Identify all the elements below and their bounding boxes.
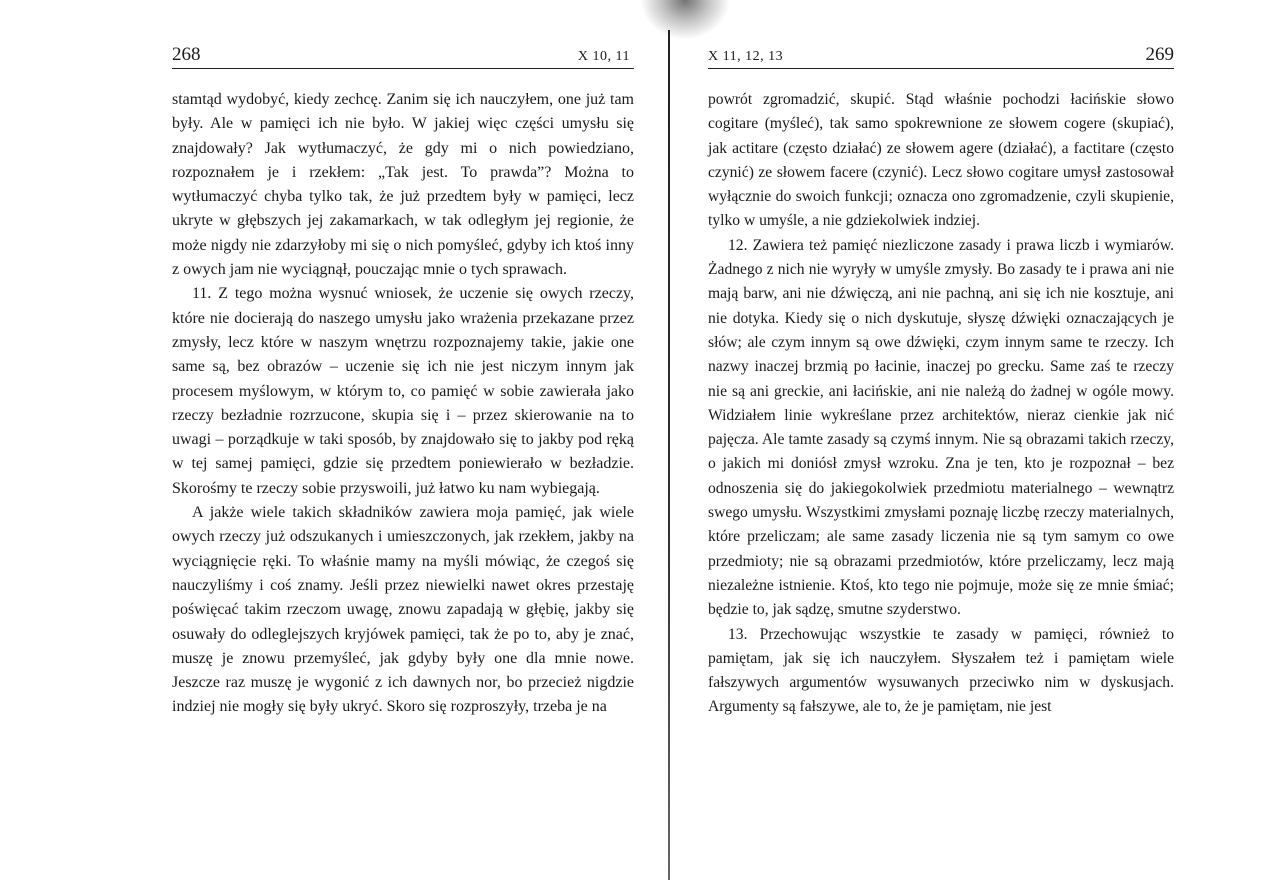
right-running-head: X 11, 12, 13 — [708, 49, 784, 64]
paragraph: 13. Przechowując wszystkie te zasady w pamięci, również to pamiętam, jak się ich nauczyłem. Słyszałem też i pamiętam wiele fałszywych argumentów wysuwanych przeciwko nim w dyskusjach. Argumenty są fałszywe, ale to, że je pamiętam, nie jest — [708, 625, 1174, 716]
right-page-header — [708, 44, 1174, 69]
right-page-number: 269 — [1145, 44, 1174, 65]
left-page-text — [172, 88, 634, 720]
left-page-number: 268 — [172, 44, 201, 65]
paragraph: 12. Zawiera też pamięć niezliczone zasady i prawa liczb i wymiarów. Żadnego z nich nie wyryły w umyśle zmysły. Bo zasady te i prawa ani nie mają barw, ani nie dźwięczą, ani nie pachną, ani się ich nie kosztuje, ani nie dotyka. Kiedy się o nich dyskutuje, słyszę dźwięki oznaczających je słów; ale czym innym są owe dźwięki, czym innym same te rzeczy. Ich nazwy inaczej brzmią po łacinie, inaczej po grecku. Same zaś te rzeczy nie są ani greckie, ani łacińskie, ani nie należą do żadnej w ogóle mowy. Widziałem linie wykreślane przez architektów, nieraz cienkie jak nić pajęcza. Ale tamte zasady są czymś innym. Nie są obrazami takich rzeczy, o jakich mi doniósł zmysł wzroku. Zna je ten, kto je rozpoznał – bez odnoszenia się do jakiegokolwiek przedmiotu materialnego – wewnątrz swego umysłu. Wszystkimi zmysłami poznaję liczbę rzeczy materialnych, które przeliczam; ale same zasady liczenia nie są tym samym co owe przedmioty; nie są obrazami przedmiotów, które przeliczamy, lecz mają niezależne istnienie. Ktoś, kto tego nie pojmuje, może się ze mnie śmiać; będzie to, jak sądzę, smutne szyderstwo. — [708, 236, 1174, 619]
paragraph: A jakże wiele takich składników zawiera moja pamięć, jak wiele owych rzeczy już odszukanych i umieszczonych, jak rzekłem, jakby na wyciągnięcie ręki. To właśnie mamy na myśli mówiąc, że czegoś się nauczyliśmy i coś znamy. Jeśli przez niewielki nawet okres przestaję poświęcać takim rzeczom uwagę, znowu zapadają w głębię, jakby się osuwały do odleglejszych kryjówek pamięci, tak że po to, aby je znać, muszę je znowu przemyśleć, jak gdyby były one dla mnie nowe. Jeszcze raz muszę je wygonić z ich dawnych nor, bo przecież nigdzie indziej nie mogły się były ukryć. Skoro się rozproszyły, trzeba je na — [172, 504, 634, 716]
paragraph: stamtąd wydobyć, kiedy zechcę. Zanim się ich nauczyłem, one już tam były. Ale w pamięci ich nie było. W jakiej więc części umysłu się znajdowały? Jak wytłumaczyć, że gdy mi o nich powiedziano, rozpoznałem je i rzekłem: „Tak jest. To prawda”? Można to wytłumaczyć chyba tylko tak, że już przedtem były w pamięci, lecz ukryte w głębszych jej zakamarkach, w tak odległym jej regionie, że może nigdy nie zdarzyłoby mi się o nich pomyśleć, gdyby ich ktoś inny z owych jam nie wyciągnął, pouczając mnie o tych sprawach. — [172, 91, 634, 279]
right-page — [708, 0, 1174, 894]
left-running-head: X 10, 11 — [577, 49, 630, 64]
paragraph: 11. Z tego można wysnuć wniosek, że uczenie się owych rzeczy, które nie docierają do naszego umysłu jako wrażenia przekazane przez zmysły, lecz które w naszym wnętrzu rozpoznajemy takie, jakie one same są, bez obrazów – uczenie się ich nie jest niczym innym jak procesem myślowym, w którym to, co pamięć w sobie zawierała jako rzeczy bezładnie rozrzucone, skupia się i – przez skierowanie na to uwagi – porządkuje w taki sposób, by znajdowało się to jakby pod ręką w tej samej pamięci, gdzie się przedtem poniewierało w bezładzie. Skorośmy te rzeczy sobie przyswoili, już łatwo ku nam wybiegają. — [172, 285, 634, 497]
left-page-header — [172, 44, 634, 69]
left-page — [172, 0, 634, 894]
paragraph: powrót zgromadzić, skupić. Stąd właśnie pochodzi łacińskie słowo cogitare (myśleć), tak samo spokrewnione ze słowem cogere (skupiać), jak actitare (często działać) ze słowem agere (działać), a factitare (często czynić) ze słowem facere (czynić). Lecz słowo cogitare umysł zastosował wyłącznie do swoich funkcji; oznacza ono zgromadzenie, czyli skupienie, tylko w umyśle, a nie gdziekolwiek indziej. — [708, 91, 1174, 230]
book-gutter — [668, 30, 670, 880]
right-page-text — [708, 88, 1174, 720]
